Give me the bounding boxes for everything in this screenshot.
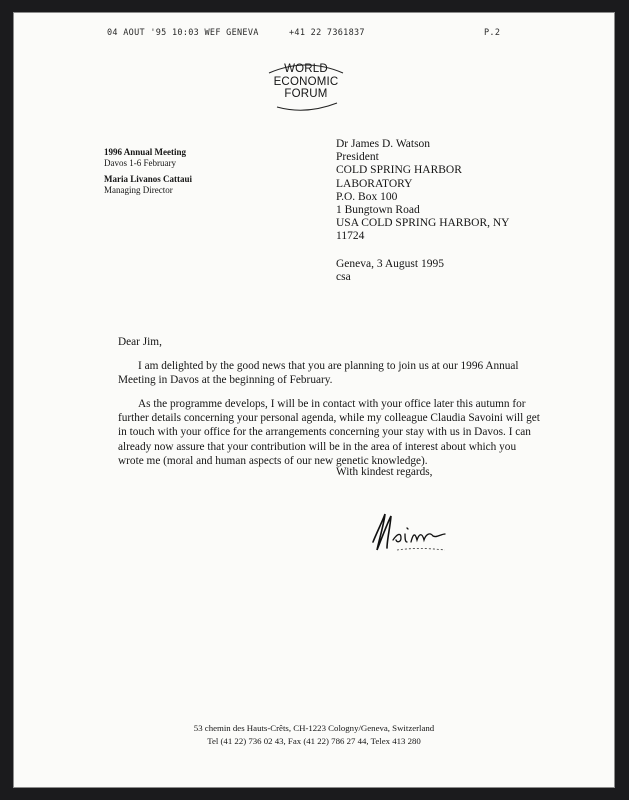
- letter-page: [13, 12, 615, 788]
- recipient-line: 1 Bungtown Road: [336, 204, 420, 217]
- date-line: Geneva, 3 August 1995: [336, 257, 444, 270]
- paragraph-line: As the programme develops, I will be in contact with your office later this autumn for: [138, 398, 526, 410]
- sender-title: Managing Director: [104, 184, 173, 195]
- logo-line-3: FORUM: [284, 88, 328, 100]
- meeting-dates: Davos 1-6 February: [104, 157, 176, 168]
- recipient-line: LABORATORY: [336, 177, 413, 190]
- footer-address: 53 chemin des Hauts-Crêts, CH-1223 Cologny/Geneva, Switzerland: [193, 723, 435, 733]
- recipient-line: 11724: [336, 230, 365, 243]
- recipient-address: [336, 138, 510, 284]
- footer-contact: Tel (41 22) 736 02 43, Fax (41 22) 786 27 44, Telex 413 280: [207, 735, 421, 746]
- paragraph-line: already now assure that your contribution will be in the area of interest about which you: [118, 440, 517, 453]
- body-paragraph-2: [118, 397, 608, 468]
- handwritten-signature-icon: [367, 510, 457, 556]
- recipient-line: President: [336, 151, 379, 164]
- sender-name: Maria Livanos Cattaui: [104, 174, 193, 184]
- fax-page-number: P.2: [484, 28, 501, 38]
- paragraph-line: Meeting in Davos at the beginning of February.: [118, 374, 333, 387]
- logo-arc-icon: [261, 63, 351, 113]
- signature: [367, 510, 457, 561]
- paragraph-line: further details concerning your personal agenda, while my colleague Claudia Savoini will get: [118, 412, 540, 425]
- reference: csa: [336, 270, 351, 283]
- footer: [14, 722, 614, 747]
- fax-date-time: 04 AOUT '95 10:03 WEF GENEVA: [107, 28, 259, 38]
- wef-logo: [261, 63, 351, 101]
- paragraph-line: I am delighted by the good news that you are planning to join us at our 1996 Annual: [138, 360, 519, 372]
- recipient-line: USA COLD SPRING HARBOR, NY: [336, 217, 510, 230]
- sender-block: [104, 174, 192, 195]
- body-paragraph-1: [118, 359, 598, 387]
- logo-line-2: ECONOMIC: [273, 75, 339, 88]
- recipient-line: Dr James D. Watson: [336, 138, 431, 150]
- recipient-line: P.O. Box 100: [336, 190, 398, 203]
- meeting-title: 1996 Annual Meeting: [104, 147, 187, 157]
- paragraph-line: wrote me (moral and human aspects of our new genetic knowledge).: [118, 454, 428, 467]
- fax-phone: +41 22 7361837: [289, 28, 365, 38]
- logo-line-1: WORLD: [284, 63, 328, 75]
- closing: With kindest regards,: [336, 466, 433, 478]
- recipient-line: COLD SPRING HARBOR: [336, 164, 462, 177]
- meeting-block: [104, 147, 186, 168]
- salutation: Dear Jim,: [118, 336, 162, 348]
- paragraph-line: in touch with your office for the arrangements concerning your stay with us in Davos. I can: [118, 426, 531, 439]
